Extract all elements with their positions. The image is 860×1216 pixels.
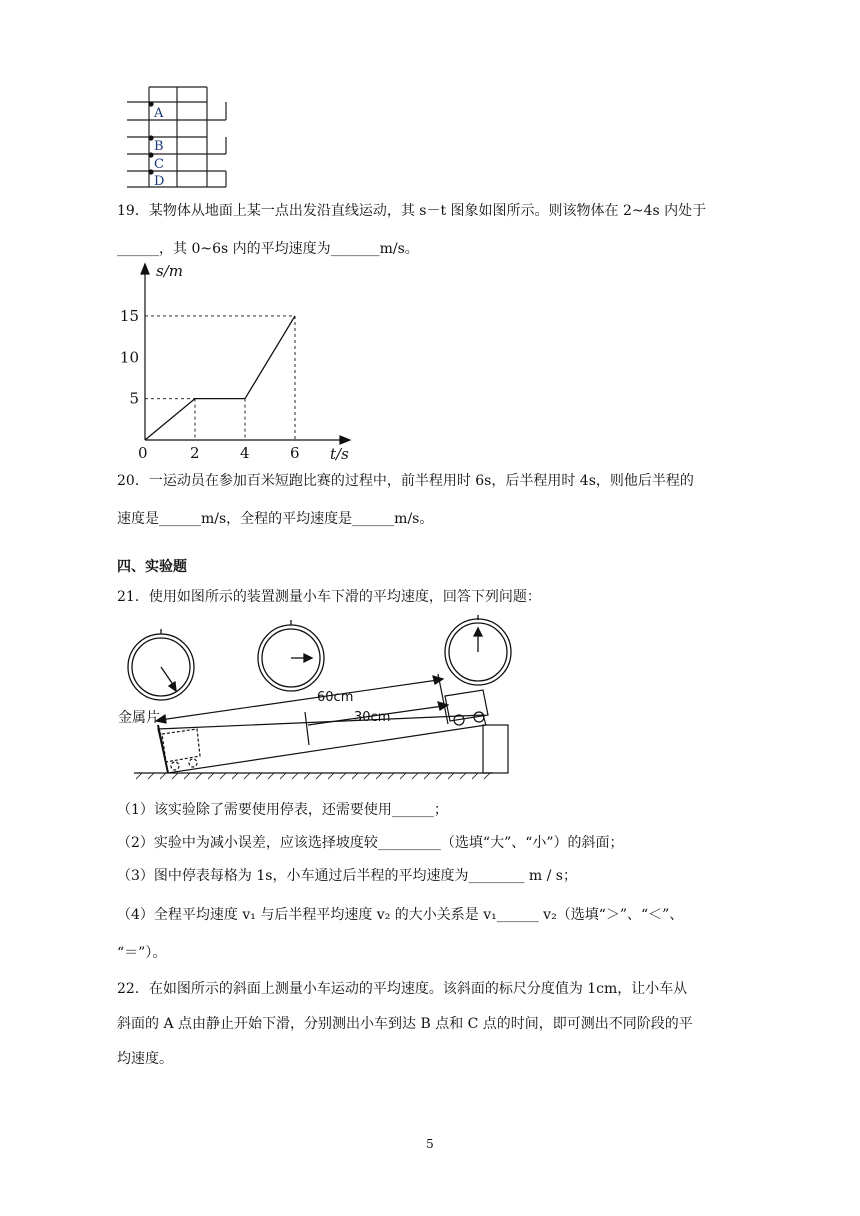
- label-60cm: 60cm: [317, 690, 354, 705]
- label-30cm: 30cm: [354, 710, 391, 725]
- label-b: B: [154, 139, 164, 154]
- point-b-dot: [148, 135, 153, 140]
- q20-line2: 速度是______m/s，全程的平均速度是______m/s。: [117, 511, 434, 527]
- section-title: 四、实验题: [117, 559, 187, 575]
- label-metal-plate: 金属片: [118, 710, 160, 726]
- q21-part3: （3）图中停表每格为 1s，小车通过后半程的平均速度为________ m / s；: [117, 868, 577, 884]
- q20-line1: 20．一运动员在参加百米短跑比赛的过程中，前半程用时 6s，后半程用时 4s，则他后半程的: [117, 473, 694, 489]
- metal-plate: [158, 725, 168, 773]
- stopwatch-middle: [258, 620, 324, 691]
- y-axis-label: s/m: [156, 262, 183, 280]
- label-a: A: [154, 106, 164, 121]
- incline-plank: [158, 715, 486, 773]
- support-block: [483, 725, 508, 773]
- s-t-series-line: [145, 316, 295, 440]
- point-a-dot: [148, 101, 153, 106]
- q19-line2: ______，其 0~6s 内的平均速度为_______m/s。: [117, 241, 419, 257]
- q21-stem: 21．使用如图所示的装置测量小车下滑的平均速度，回答下列问题：: [117, 589, 541, 605]
- page-number: 5: [426, 1137, 434, 1151]
- stopwatch-left: [128, 629, 194, 700]
- brick-wall-figure: [127, 84, 227, 189]
- x-tick-label: 6: [290, 444, 300, 462]
- y-tick-label: 15: [119, 306, 139, 325]
- x-tick-label: 4: [240, 444, 250, 462]
- s-t-chart: [118, 262, 358, 462]
- q21-part4: （4）全程平均速度 v₁ 与后半程平均速度 v₂ 的大小关系是 v₁______ v₂（选填“＞”、“＜”、: [117, 907, 684, 923]
- q21-part2: （2）实验中为减小误差，应该选择坡度较_________（选填“大”、“小”）的斜面；: [117, 835, 624, 851]
- x-axis-arrow: [340, 436, 350, 444]
- point-d-dot: [148, 169, 153, 174]
- q19-line1: 19．某物体从地面上某一点出发沿直线运动，其 s－t 图象如图所示。则该物体在 2~4s 内处于: [117, 203, 707, 219]
- stopwatch-right: [445, 615, 511, 685]
- origin-label: 0: [138, 444, 148, 462]
- y-axis-arrow: [141, 264, 149, 274]
- cart-top: [445, 690, 488, 725]
- cart-bottom: [162, 729, 200, 770]
- label-d: D: [154, 174, 165, 189]
- point-c-dot: [148, 152, 153, 157]
- y-tick-label: 10: [119, 348, 139, 367]
- q22-line1: 22．在如图所示的斜面上测量小车运动的平均速度。该斜面的标尺分度值为 1cm，让小车从: [117, 981, 688, 997]
- label-c: C: [154, 157, 164, 172]
- x-tick-label: 2: [190, 444, 200, 462]
- q22-line3: 均速度。: [117, 1051, 173, 1067]
- q21-part4-cont: “＝”）。: [117, 945, 167, 961]
- incline-apparatus-figure: [118, 612, 518, 782]
- q22-line2: 斜面的 A 点由静止开始下滑，分别测出小车到达 B 点和 C 点的时间，即可测出不同阶段的平: [117, 1016, 693, 1032]
- q21-part1: （1）该实验除了需要使用停表，还需要使用______；: [117, 802, 448, 818]
- y-tick-label: 5: [129, 389, 139, 408]
- x-axis-label: t/s: [330, 445, 349, 463]
